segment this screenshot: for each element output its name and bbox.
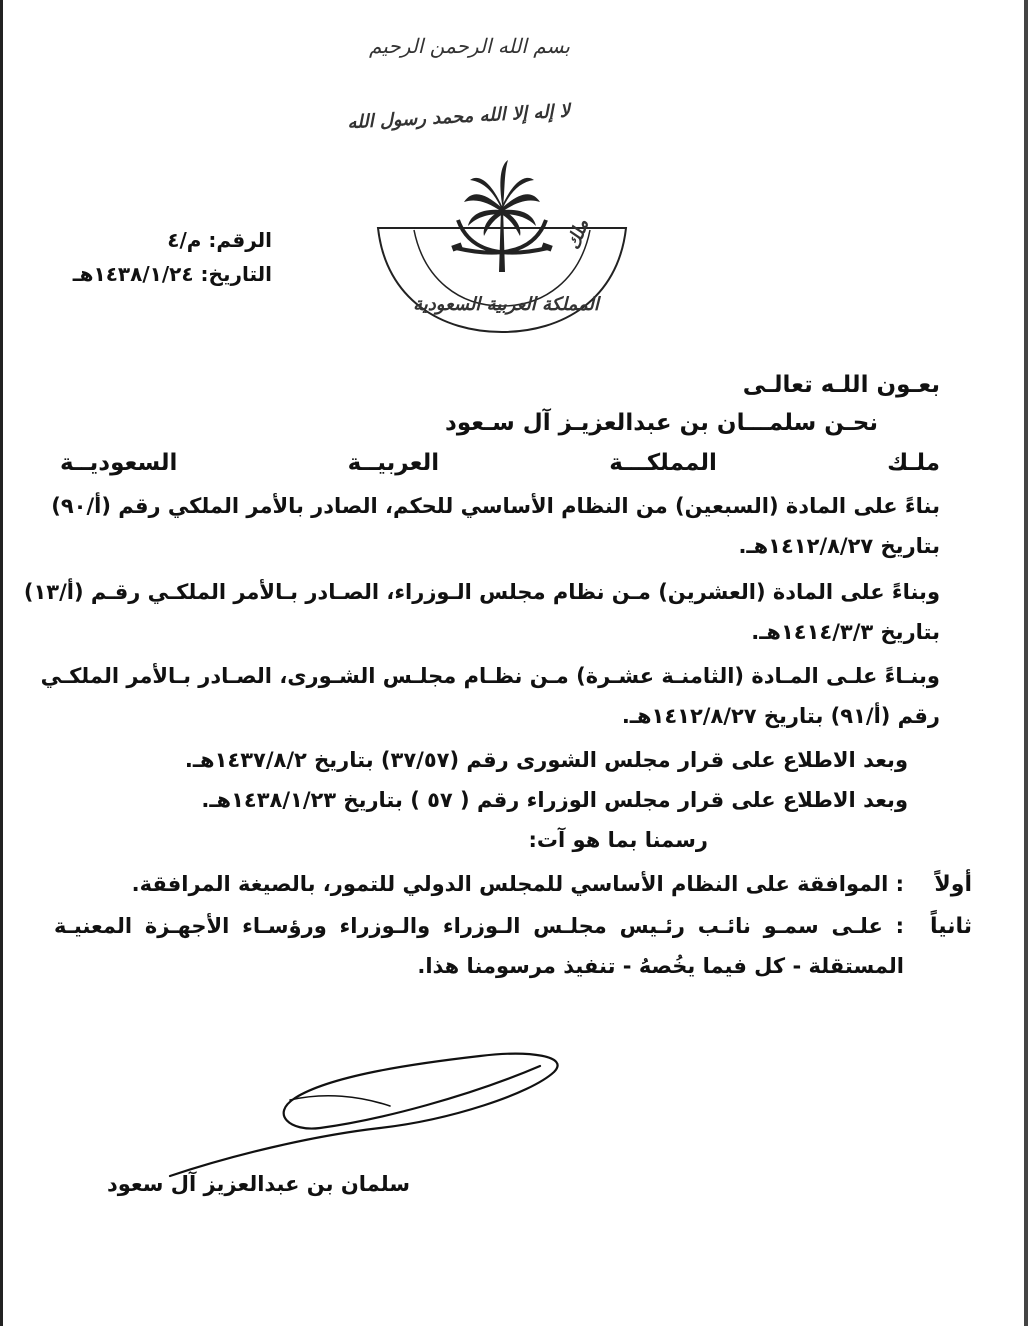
emblem-arc-text: المملكة العربية السعودية: [413, 294, 599, 315]
opening-invocation: بعـون اللـه تعالـى: [742, 372, 940, 398]
shahada-calligraphy: لا إله إلا الله محمد رسول الله: [346, 100, 571, 134]
issuer-name: نحـن سلمـــان بن عبدالعزيـز آل سـعود: [445, 410, 878, 436]
paragraph-2-line-1: وبناءً على المادة (العشرين) مـن نظام مجلس الـوزراء، الصـادر بـالأمر الملكـي رقـم (أ/١٣): [23, 580, 940, 604]
paragraph-1-line-2: بتاريخ ١٤١٢/٨/٢٧هـ.: [738, 534, 940, 558]
article-2-line-1: : علـى سمـو نائـب رئـيس مجلـس الـوزراء والـوزراء ورؤسـاء الأجهـزة المعنيـة: [54, 914, 904, 938]
reference-date: التاريخ: ١٤٣٨/١/٢٤هـ: [72, 262, 272, 286]
decree-statement: رسمنا بما هو آت:: [528, 828, 708, 852]
basmala: بسم الله الرحمن الرحيم: [368, 34, 570, 58]
issuer-title: ملـك المملكـــة العربيــة السعوديــة: [60, 450, 940, 476]
paragraph-5: وبعد الاطلاع على قرار مجلس الوزراء رقم ( ٥٧ ) بتاريخ ١٤٣٨/١/٢٣هـ.: [201, 788, 908, 812]
signatory-name: سلمان بن عبدالعزيز آل سعود: [106, 1172, 410, 1196]
reference-number: الرقم: م/٤: [167, 228, 272, 252]
paragraph-1-line-1: بناءً على المادة (السبعين) من النظام الأساسي للحكم، الصادر بالأمر الملكي رقم (أ/٩٠): [51, 494, 940, 518]
scan-border-right: [1024, 0, 1028, 1326]
paragraph-3-line-1: وبنـاءً علـى المـادة (الثامنـة عشـرة) مـن نظـام مجلـس الشـورى، الصـادر بـالأمر الملكـي: [40, 664, 940, 688]
article-2-label: ثانياً: [929, 914, 972, 939]
scan-border-left: [0, 0, 3, 1326]
article-1-label: أولاً: [934, 872, 972, 897]
article-2-line-2: المستقلة - كل فيما يخُصهُ - تنفيذ مرسومنا هذا.: [417, 954, 904, 978]
handwritten-signature: [150, 1036, 570, 1186]
paragraph-2-line-2: بتاريخ ١٤١٤/٣/٣هـ.: [751, 620, 940, 644]
emblem-arc-lead: ملك: [562, 216, 594, 253]
paragraph-3-line-2: رقم (أ/٩١) بتاريخ ١٤١٢/٨/٢٧هـ.: [621, 704, 940, 728]
paragraph-4: وبعد الاطلاع على قرار مجلس الشورى رقم (٣٧/٥٧) بتاريخ ١٤٣٧/٨/٢هـ.: [184, 748, 908, 772]
article-1-text: : الموافقة على النظام الأساسي للمجلس الدولي للتمور، بالصيغة المرافقة.: [131, 872, 904, 896]
